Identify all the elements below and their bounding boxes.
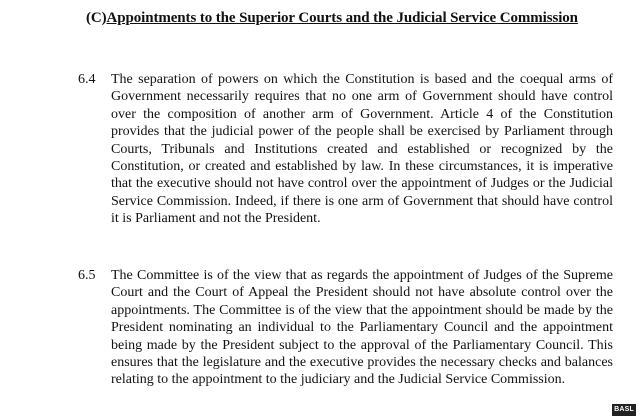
paragraph-6-5 (78, 267, 613, 389)
paragraph-6-4 (78, 71, 613, 228)
paragraph-text: The separation of powers on which the Constitution is based and the coequal arms of Government necessarily requires that no one arm of Government should have control over the composition of another arm of Government. Article 4 of the Constitution provides that the judicial power of the people shall be exercised by Parliament through Courts, Tribunals and Institutions created and established or recognized by the Constitution, or created and established by law. In these circumstances, it is imperative that the executive should not have control over the appointment of Judges or the Judicial Service Commission. Indeed, if there is one arm of Government that should have control it is Parliament and not the President. (111, 72, 613, 227)
paragraph-text: The Committee is of the view that as regards the appointment of Judges of the Supreme Court and the Court of Appeal the President should not have absolute control over the appointments. The Committee is of the view that the appointment should be made by the President nominating an individual to the Parliamentary Council and the appointment being made by the President subject to the approval of the Parliamentary Council. This ensures that the legislature and the executive provides the necessary checks and balances relating to the appointment to the judiciary and the Judicial Service Commission. (111, 268, 613, 388)
section-heading (86, 10, 578, 27)
paragraph-number: 6.4 (78, 72, 96, 87)
section-title: Appointments to the Superior Courts and the Judicial Service Commission (106, 10, 578, 26)
section-marker: (C) (86, 10, 107, 26)
paragraph-number: 6.5 (78, 268, 96, 283)
watermark-logo: BASL (612, 404, 636, 416)
